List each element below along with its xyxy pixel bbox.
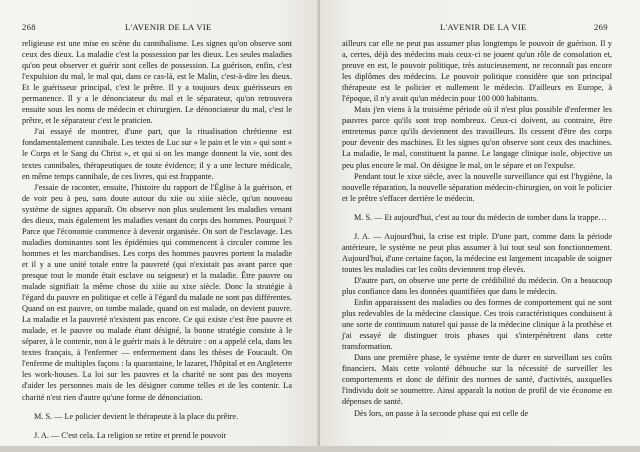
left-page-text: [22, 38, 292, 441]
paragraph: religieuse est une mise en scène du cannibalisme. Les signes qu'on observe sont ceux des dieux. La maladie c'est la possession par les dieux. Les seules maladies qu'on peut observer et guérir sont celles de possession. La guérison, enfin, c'est l'expulsion du mal, le mal qui, dans ce cas-là, est le Malin, c'est-à-dire les dieux. Et le guérisseur principal, c'est le prêtre. Il y a toujours deux guérisseurs en permanence. Il y a le dénonciateur du mal et le séparateur, qu'on retrouvera ensuite sous les noms de médecin et chirurgien. Le dénonciateur du mal, c'est le prêtre, et le séparateur c'est le praticien.: [22, 39, 292, 126]
paragraph: Mais j'en viens à la troisième période où il n'est plus possible d'enfermer les pauvres parce qu'ils sont trop nombreux. Ceux-ci doivent, au contraire, être entretenus parce qu'ils deviennent des travailleurs. Ils cessent d'être des corps pour devenir des machines. Et les signes qu'on observe sont ceux des machines. La maladie, le mal, constituent la panne. Le langage clinique isole, objective un peu plus encore le mal. On désigne le mal, on le sépare et on l'expulse.: [342, 105, 612, 170]
right-page-number: 269: [594, 22, 608, 32]
dialogue-line: J. A. — Aujourd'hui, la crise est triple. D'une part, comme dans la période antérieure, le système ne peut plus assumer à lui tout seul son fonctionnement. Aujourd'hui, d'une certaine façon, la médecine est largement incapable de soigner toutes les maladies car les coûts deviennent trop élevés.: [342, 231, 612, 274]
page-edge-shadow: [0, 446, 640, 452]
dialogue-line: M. S. — Le policier devient le thérapeute à la place du prêtre.: [34, 411, 239, 421]
paragraph: Dès lors, on passe à la seconde phase qui est celle de: [354, 408, 529, 418]
paragraph: Enfin apparaissent des maladies ou des formes de comportement qui ne sont plus redevables de la médecine classique. Ces trois caractéristiques conduisent à une sorte de continuum naturel qui passe de la médecine clinique à la prothèse et j'ai essayé de distinguer trois phases qui s'interpénètrent dans cette transformation.: [342, 298, 612, 352]
left-page-title: L'AVENIR DE LA VIE: [125, 22, 212, 32]
paragraph: J'ai essayé de montrer, d'une part, que la ritualisation chrétienne est fondamentalement cannibale. Les textes de Luc sur « le pain et le vin » qui sont « le Corps et le Sang du Christ », et qui si on les mange donnent la vie, sont des textes cannibales, thérapeutiques de toute évidence; il y a une lecture médicale, en même temps cannibale, de ces livres, qui est frappante.: [22, 127, 292, 181]
paragraph: ailleurs car elle ne peut pas assumer plus longtemps le pouvoir de guérison. Il y a, certes, déjà des médecins mais ceux-ci ne jouent qu'un rôle de consolation et, preuve en est, le pouvoir politique, très astucieusement, ne reconnaît pas encore les diplômes des médecins. Le pouvoir politique considère que son principal thérapeute est le policier et nullement le médecin. D'ailleurs en Europe, à l'époque, il n'y avait qu'un médecin pour 100 000 habitants.: [342, 39, 612, 104]
right-page: [320, 0, 640, 452]
dialogue-line: J. A. — C'est cela. La religion se retire et prend le pouvoir: [34, 430, 227, 440]
right-page-text: [342, 38, 612, 419]
dialogue-line: M. S. — Et aujourd'hui, c'est au tour du médecin de tomber dans la trappe…: [354, 212, 607, 222]
paragraph: Pendant tout le xixe siècle, avec la nouvelle surveillance qui est l'hygiène, la nouvelle réparation, la nouvelle séparation médecin-chirurgien, on voit le policier et le prêtre s'effacer derrière le médecin.: [342, 171, 612, 203]
right-page-title: L'AVENIR DE LA VIE: [440, 22, 527, 32]
paragraph: Dans une première phase, le système tente de durer en surveillant ses coûts financiers. Mais cette volonté débouche sur la nécessité de surveiller les comportements et donc de définir des normes de santé, d'activités, auxquelles l'individu doit se soumettre. Ainsi apparaît la notion de profil de vie économe en dépenses de santé.: [342, 353, 612, 407]
paragraph: D'autre part, on observe une perte de crédibilité du médecin. On a beaucoup plus confiance dans les données quantifiées que dans le médecin.: [342, 275, 612, 296]
paragraph: J'essaie de raconter, ensuite, l'histoire du rapport de l'Église à la guérison, et de voir peu à peu, sans doute autour du xiie ou xiiie siècle, qu'un nouveau système de signes apparaît. On observe non plus seulement les maladies venant des dieux, mais également les maladies venant du corps des hommes. Pourquoi ? Parce que l'économie commence à devenir organisée. On sort de l'esclavage. Les maladies dominantes sont les épidémies qui commencent à circuler comme les hommes et les marchandises. Les corps des hommes pauvres portent la maladie et il y a une unité totale entre la pauvreté (qui n'existait pas avant parce que presque tout le monde était esclave ou seigneur) et la maladie. Être pauvre ou malade signifiait la même chose du xiiie au xixe siècle. Donc la stratégie à l'égard du pauvre en politique et celle à l'égard du malade ne sont pas différentes. Quand on est pauvre, on tombe malade, quand on est malade, on devient pauvre. La maladie et la pauvreté n'existent pas encore. Ce qui existe c'est être pauvre et malade, et le pauvre ou malade étant désigné, la bonne stratégie consiste à le séparer, à le contenir, non à le guérir mais à le détruire : on a appelé cela, dans les textes français, à l'enfermer — enfermement dans les thèses de Foucault. On l'enferme de multiples façons : la quarantaine, le lazaret, l'hôpital et en Angleterre les work-houses. La loi sur les pauvres et la charité ne sont pas des moyens d'aider les personnes mais de les désigner comme telles et de les contenir. La charité n'est rien d'autre qu'une forme de dénonciation.: [22, 182, 292, 402]
left-page-number: 268: [22, 22, 36, 32]
